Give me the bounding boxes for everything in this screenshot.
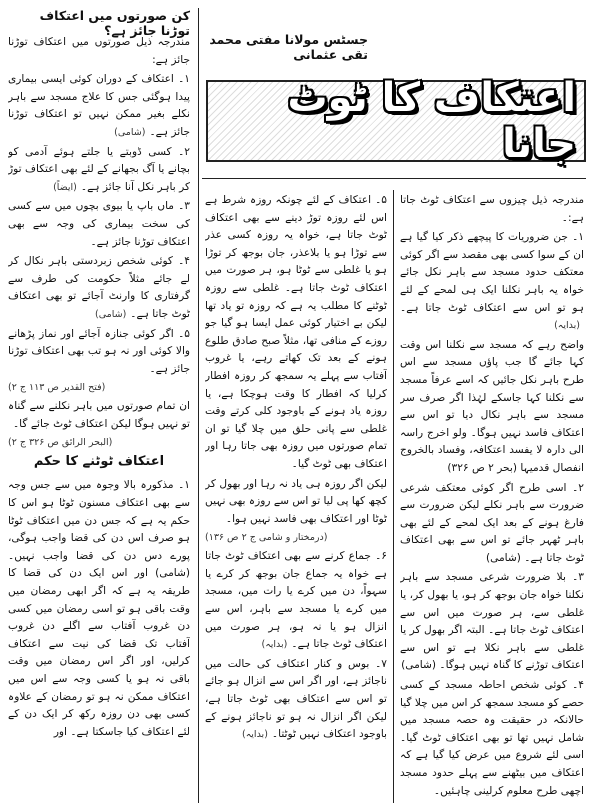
header-divider (202, 178, 586, 179)
paragraph: ۱۔ مذکورہ بالا وجوہ میں سے جس وجہ سے بھی اعتکاف مسنون ٹوٹا ہو اس کا حکم یہ ہے کہ جس دن میں اعتکاف ٹوٹا ہو صرف اس دن کی قضا واجب ہوگی، پورے دس دن کی قضا واجب نہیں۔ (شامی) اور اس ایک دن کی قضا کا طریقہ یہ ہے کہ اگر ابھی رمضان میں وقت باقی ہو تو اسی رمضان میں کسی دن غروب آفتاب سے اگلے دن غروب آفتاب تک قضا کی نیت سے اعتکاف کرلیں، اور اگر اس رمضان میں وقت باقی نہ ہو یا کسی وجہ سے اس میں اعتکاف ممکن نہ ہو تو رمضان کے علاوہ کسی بھی دن روزہ رکھ کر ایک دن کے لئے اعتکاف کیا جاسکتا ہے۔ اور (8, 479, 190, 738)
column-divider-left (198, 8, 199, 803)
column-divider-right (393, 190, 394, 803)
paragraph: مندرجہ ذیل صورتوں میں اعتکاف توڑنا جائز ہے: (8, 36, 190, 66)
citation: (بدایہ) (554, 320, 580, 332)
left-column-title: کن صورتوں میں اعتکاف توڑنا جائز ہے؟ (39, 8, 190, 38)
author-byline: جسٹس مولانا مفتی محمد تقی عثمانی (209, 32, 368, 62)
citation: (البحر الرائق ص ۳۲۶ ج ۲) (8, 437, 113, 449)
headline-banner (206, 75, 586, 167)
paragraph: ۵۔ اگر کوئی جنازہ آجائے اور نماز پڑھانے والا کوئی اور نہ ہو تب بھی اعتکاف توڑنا جائز ہے۔ (8, 327, 190, 375)
paragraph: ان تمام صورتوں میں باہر نکلنے سے گناہ تو نہیں ہوگا لیکن اعتکاف ٹوٹ جائے گا۔ (8, 400, 190, 430)
paragraph: ۴۔ کوئی شخص احاطہ مسجد کے کسی حصے کو مسجد سمجھ کر اس میں چلا گیا حالانکہ در حقیقت وہ حصہ مسجد میں شامل نہیں تھا تو بھی اعتکاف ٹوٹ گیا۔ اسی لئے شروع میں عرض کیا گیا ہے کہ اعتکاف میں بیٹھنے سے پہلے حدود مسجد اچھی طرح معلوم کرلینی چاہئیں۔ (400, 679, 584, 797)
citation: (درمختار و شامی ج ۲ ص ۱۳۶) (205, 532, 328, 544)
paragraph: ۳۔ ماں باپ یا بیوی بچوں میں سے کسی کی سخت بیماری کی وجہ سے بھی اعتکاف توڑنا جائز ہے۔ (8, 200, 190, 248)
paragraph: ۶۔ جماع کرنے سے بھی اعتکاف ٹوٹ جاتا ہے خواہ یہ جماع جان بوجھ کر کرے یا سہواً، دن میں کرے یا رات میں، مسجد میں کرے یا مسجد سے باہر، اس سے انزال ہو یا نہ ہو، ہر صورت میں اعتکاف ٹوٹ جاتا ہے۔(بدایہ) (205, 548, 387, 654)
section-heading: اعتکاف ٹوٹنے کا حکم (33, 454, 165, 470)
citation: (شامی) (95, 308, 127, 320)
left-column (8, 34, 190, 806)
paragraph: لیکن اگر روزہ ہی یاد نہ رہا اور بھول کر کچھ کھا پی لیا تو اس سے روزہ بھی نہیں ٹوٹا اور اعتکاف بھی فاسد نہیں ہوا۔ (205, 477, 387, 525)
paragraph: ۴۔ کوئی شخص زبردستی باہر نکال کر لے جائے مثلاً حکومت کی طرف سے گرفتاری کا وارنٹ آجائے تو بھی اعتکاف ٹوٹ جاتا ہے۔(شامی) (8, 253, 190, 323)
headline-title: اعتکاف کا ٹوٹ جانا (287, 75, 576, 167)
paragraph: ۲۔ کسی ڈوبتے یا جلتے ہوئے آدمی کو بچانے یا آگ بجھانے کے لئے بھی اعتکاف توڑ کر باہر نکل آنا جائز ہے۔(ایضاً) (8, 144, 190, 197)
paragraph: ۱۔ اعتکاف کے دوران کوئی ایسی بیماری پیدا ہوگئی جس کا علاج مسجد سے باہر نکلے بغیر ممکن نہیں تو اعتکاف توڑنا جائز ہے۔(شامی) (8, 71, 190, 141)
citation: (بدایہ) (261, 639, 288, 651)
citation: (فتح القدیر ص ۱۱۳ ج ۲) (8, 382, 106, 394)
paragraph: مندرجہ ذیل چیزوں سے اعتکاف ٹوٹ جاتا ہے:۔ (400, 194, 584, 224)
paragraph: ۷۔ بوس و کنار اعتکاف کی حالت میں ناجائز ہے، اور اگر اس سے انزال ہو جائے تو اس سے اعتکاف بھی ٹوٹ جاتا ہے، لیکن اگر انزال نہ ہو تو ناجائز ہونے کے باوجود اعتکاف نہیں ٹوٹتا۔(بدایہ) (205, 656, 387, 744)
citation: (ایضاً) (53, 181, 77, 193)
paragraph: واضح رہے کہ مسجد سے نکلنا اس وقت کہا جائے گا جب پاؤں مسجد سے اس طرح باہر نکل جائیں کہ اسے عرفاً مسجد سے نکلنا کہا جاسکے لہٰذا اگر صرف سر مسجد سے باہر نکال دیا تو اس سے اعتکاف فاسد نہیں ہوگا۔ ولو اخرج راسہ الی دارہ لا یفسد اعتکافہ، وفساد بالخروج انفصال قدمیہا (بحر ۲ ص ۳۲۶) (400, 338, 584, 474)
paragraph: ۲۔ اسی طرح اگر کوئی معتکف شرعی ضرورت سے باہر نکلے لیکن ضرورت سے فارغ ہونے کے بعد ایک لمحے کے لئے بھی باہر ٹھہر جائے تو اس سے بھی اعتکاف ٹوٹ جاتا ہے۔ (شامی) (400, 481, 584, 564)
citation: (شامی) (114, 126, 146, 138)
middle-column (205, 192, 387, 804)
citation: (بدایہ) (242, 729, 268, 741)
paragraph: ۳۔ بلا ضرورت شرعی مسجد سے باہر نکلنا خواہ جان بوجھ کر ہو، یا بھول کر، یا غلطی سے، ہر صورت میں اس سے اعتکاف ٹوٹ جاتا ہے۔ البتہ اگر بھول کر یا غلطی سے باہر نکلا ہے تو اس سے اعتکاف توڑنے کا گناہ نہیں ہوگا۔ (شامی) (400, 571, 584, 672)
paragraph: ۱۔ جن ضروریات کا پیچھے ذکر کیا گیا ہے ان کے سوا کسی بھی مقصد سے اگر کوئی معتکف حدود مسجد سے باہر نکل جائے خواہ یہ باہر نکلنا ایک ہی لمحے کے لئے ہو تو اس سے اعتکاف ٹوٹ جاتا ہے۔(بدایہ) (400, 229, 584, 335)
paragraph: ۵۔ اعتکاف کے لئے چونکہ روزہ شرط ہے اس لئے روزہ توڑ دینے سے بھی اعتکاف ٹوٹ جاتا ہے، خواہ یہ روزہ کسی عذر سے توڑا ہو یا بلاعذر، جان بوجھ کر توڑا ہو یا غلطی سے ٹوٹا ہو، ہر صورت میں اعتکاف ٹوٹ جاتا ہے۔ غلطی سے روزہ ٹوٹنے کا مطلب یہ ہے کہ روزہ تو یاد تھا لیکن بے اختیار کوئی عمل ایسا ہو گیا جو روزے کے منافی تھا، مثلاً صبح صادق طلوع ہونے کے بعد تک کھاتے رہے، یا غروب آفتاب سے پہلے یہ سمجھ کر روزہ افطار کرلیا کہ افطار کا وقت ہوچکا ہے، یا روزہ یاد ہونے کے باوجود کلی کرتے وقت غلطی سے پانی حلق میں چلا گیا تو ان تمام صورتوں میں روزہ بھی جاتا رہا اور اعتکاف بھی ٹوٹ گیا۔ (205, 194, 387, 470)
right-column (400, 192, 584, 804)
